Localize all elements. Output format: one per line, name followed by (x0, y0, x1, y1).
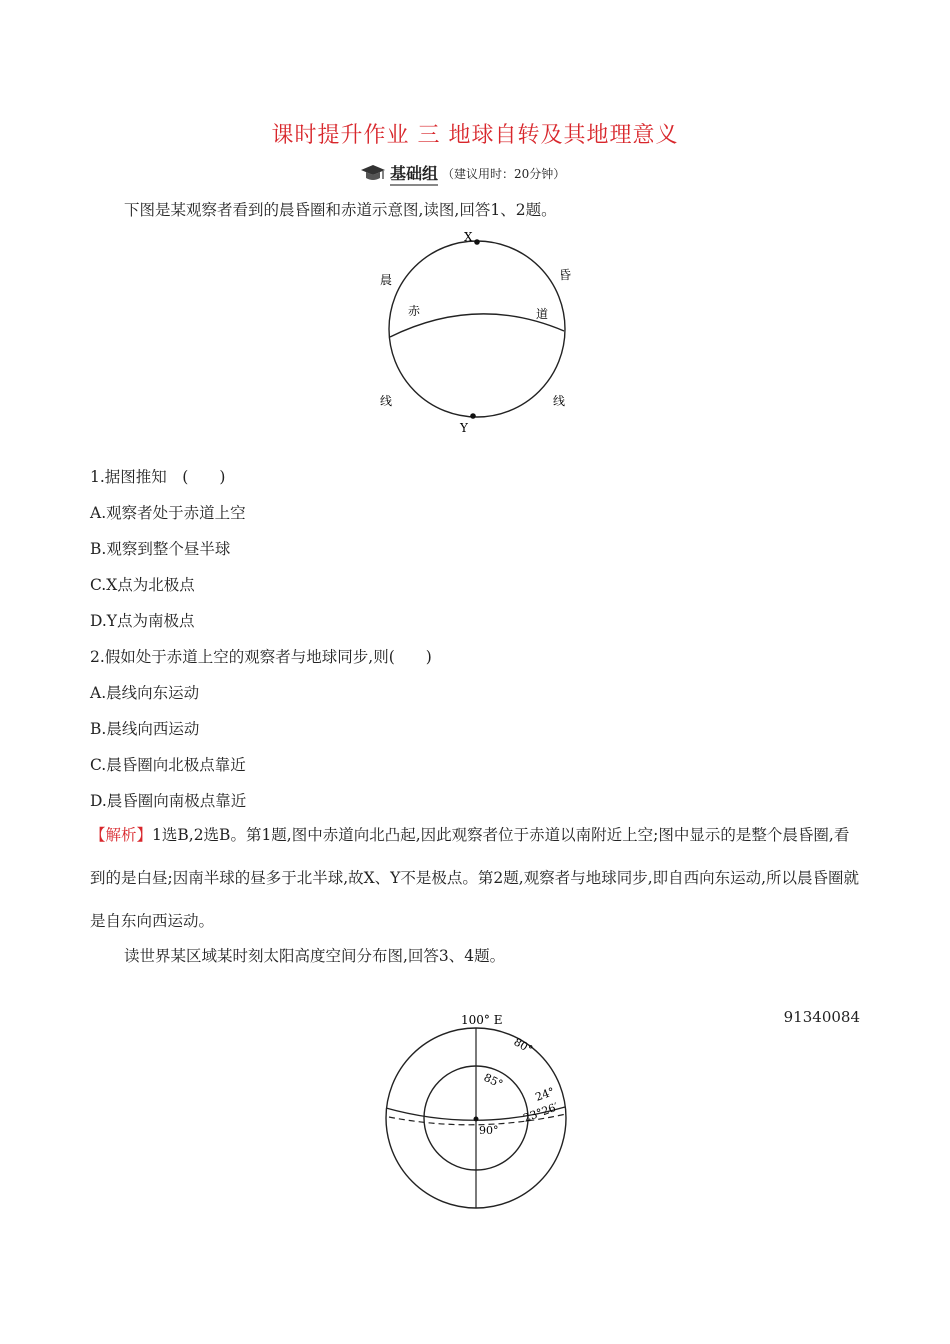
terminator-circle (389, 241, 565, 417)
label-xian-right: 线 (553, 394, 566, 408)
document-id: 91340084 (783, 1008, 860, 1026)
point-y (470, 413, 476, 419)
label-y: Y (460, 421, 468, 435)
q1-option-b: B.观察到整个昼半球 (90, 540, 231, 558)
figure-solar-altitude (375, 1008, 585, 1218)
q2-option-d: D.晨昏圈向南极点靠近 (90, 792, 247, 810)
subsolar-point (474, 1117, 479, 1122)
q1-option-c: C.X点为北极点 (90, 576, 195, 594)
q2-option-a: A.晨线向东运动 (90, 684, 200, 702)
analysis-text: 1选B,2选B。第1题,图中赤道向北凸起,因此观察者位于赤道以南附近上空;图中显示的是整个晨昏圈,看到的是白昼;因南半球的昼多于北半球,故X、Y不是极点。第2题,观察者与地球同步,即自西向东运动,所以晨昏圈就是自东向西运动。 (90, 826, 860, 930)
label-85: 85° (481, 1070, 505, 1091)
point-x (474, 239, 480, 245)
graduation-cap-icon (360, 163, 386, 183)
q1-option-d: D.Y点为南极点 (90, 612, 195, 630)
figure-terminator-circle (370, 226, 590, 446)
section-name: 基础组 (390, 161, 438, 186)
label-hun: 昏 (559, 268, 572, 282)
label-xian-left: 线 (380, 394, 393, 408)
label-dao: 道 (536, 307, 549, 321)
analysis (90, 814, 860, 943)
page-title: 课时提升作业 三 地球自转及其地理意义 (271, 123, 679, 148)
label-24: 24° (533, 1084, 557, 1104)
label-80: 80° (511, 1035, 535, 1057)
q1-stem: 1.据图推知 ( ) (90, 468, 226, 486)
q1-option-a: A.观察者处于赤道上空 (90, 504, 246, 522)
analysis-tag: 【解析】 (90, 826, 153, 844)
q2-stem: 2.假如处于赤道上空的观察者与地球同步,则( ) (90, 648, 432, 666)
label-100e: 100° E (461, 1013, 503, 1027)
section-note: （建议用时：20分钟） (442, 166, 566, 181)
section-header (360, 162, 565, 184)
label-2326: 23°26′ (521, 1100, 560, 1125)
q2-option-c: C.晨昏圈向北极点靠近 (90, 756, 246, 774)
intro-q1-2: 下图是某观察者看到的晨昏圈和赤道示意图,读图,回答1、2题。 (124, 201, 557, 219)
label-90: 90° (479, 1124, 499, 1137)
label-x: X (464, 230, 473, 244)
q2-option-b: B.晨线向西运动 (90, 720, 200, 738)
label-chi: 赤 (408, 304, 421, 318)
intro-q3-4: 读世界某区域某时刻太阳高度空间分布图,回答3、4题。 (124, 947, 506, 965)
label-chen: 晨 (380, 273, 393, 287)
